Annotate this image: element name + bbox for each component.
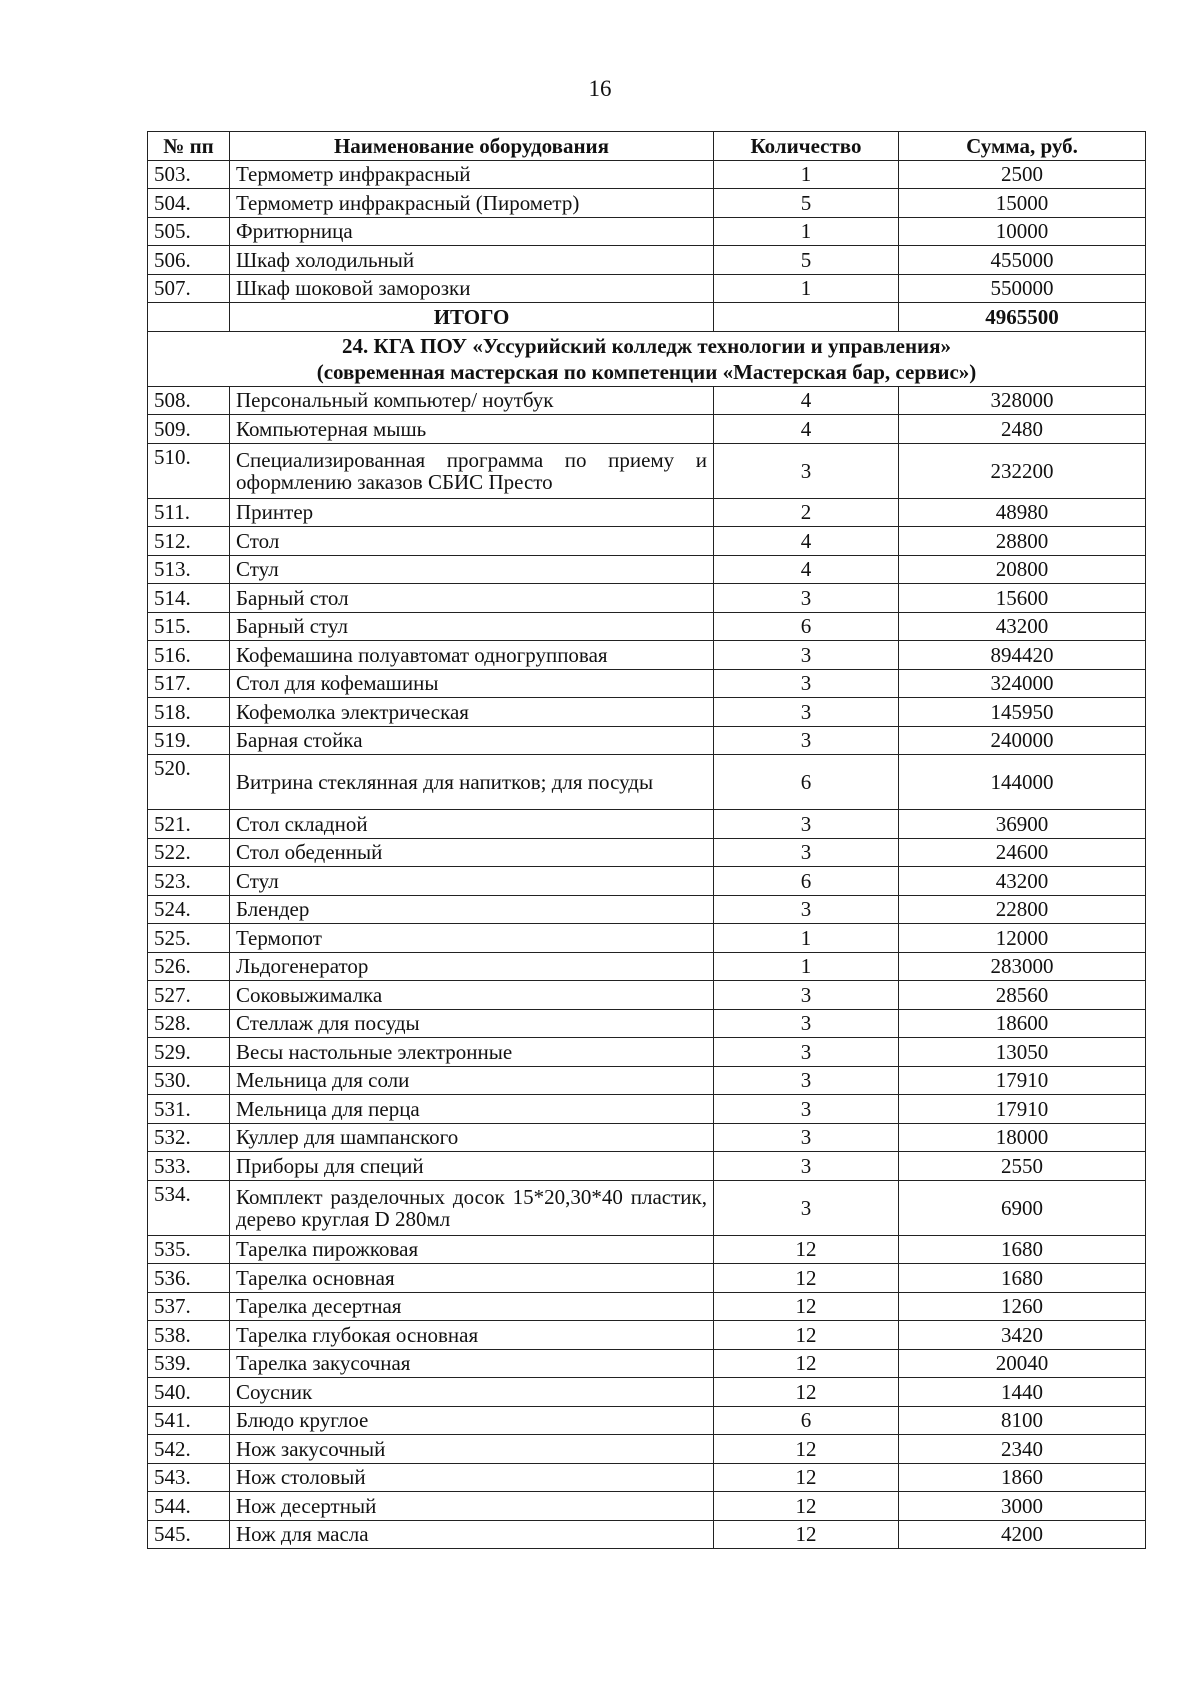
row-sum: 20800 — [899, 555, 1146, 584]
row-number: 538. — [148, 1321, 230, 1350]
row-number: 534. — [148, 1180, 230, 1235]
row-sum: 240000 — [899, 726, 1146, 755]
row-number: 545. — [148, 1520, 230, 1549]
row-sum: 3420 — [899, 1321, 1146, 1350]
row-quantity: 5 — [714, 189, 899, 218]
table-row — [148, 189, 1146, 218]
row-number: 513. — [148, 555, 230, 584]
table-row — [148, 1095, 1146, 1124]
row-sum: 144000 — [899, 755, 1146, 810]
table-row — [148, 246, 1146, 275]
row-sum: 2550 — [899, 1152, 1146, 1181]
row-sum: 894420 — [899, 641, 1146, 670]
row-name: Нож для масла — [230, 1520, 714, 1549]
row-sum: 36900 — [899, 810, 1146, 839]
row-number: 539. — [148, 1349, 230, 1378]
row-sum: 1680 — [899, 1235, 1146, 1264]
row-number: 518. — [148, 698, 230, 727]
table-row — [148, 1264, 1146, 1293]
row-quantity: 1 — [714, 274, 899, 303]
row-number: 511. — [148, 498, 230, 527]
row-quantity: 3 — [714, 1095, 899, 1124]
header-sum: Сумма, руб. — [899, 132, 1146, 161]
row-sum: 10000 — [899, 217, 1146, 246]
row-name: Нож столовый — [230, 1463, 714, 1492]
row-sum: 12000 — [899, 924, 1146, 953]
row-name: Комплект разделочных досок 15*20,30*40 пластик, дерево круглая D 280мл — [230, 1180, 714, 1235]
table-row — [148, 1492, 1146, 1521]
row-name: Льдогенератор — [230, 952, 714, 981]
row-quantity: 3 — [714, 1180, 899, 1235]
header-number: № пп — [148, 132, 230, 161]
row-sum: 43200 — [899, 612, 1146, 641]
row-sum: 18000 — [899, 1123, 1146, 1152]
row-quantity: 12 — [714, 1349, 899, 1378]
header-name: Наименование оборудования — [230, 132, 714, 161]
row-sum: 1440 — [899, 1378, 1146, 1407]
table-row — [148, 698, 1146, 727]
row-sum: 20040 — [899, 1349, 1146, 1378]
row-name: Нож десертный — [230, 1492, 714, 1521]
row-quantity: 3 — [714, 1123, 899, 1152]
table-header-row — [148, 132, 1146, 161]
total-row — [148, 303, 1146, 332]
row-number: 533. — [148, 1152, 230, 1181]
rows-after-section — [148, 386, 1146, 1549]
row-quantity: 12 — [714, 1378, 899, 1407]
table-row — [148, 1463, 1146, 1492]
row-quantity: 4 — [714, 415, 899, 444]
row-sum: 4200 — [899, 1520, 1146, 1549]
rows-before-total — [148, 160, 1146, 303]
row-name: Барный стул — [230, 612, 714, 641]
row-name: Тарелка пирожковая — [230, 1235, 714, 1264]
total-empty-qty — [714, 303, 899, 332]
row-quantity: 3 — [714, 726, 899, 755]
equipment-table — [147, 131, 1146, 1549]
row-number: 509. — [148, 415, 230, 444]
row-quantity: 3 — [714, 895, 899, 924]
row-sum: 28800 — [899, 527, 1146, 556]
row-name: Мельница для соли — [230, 1066, 714, 1095]
row-name: Термопот — [230, 924, 714, 953]
row-name: Фритюрница — [230, 217, 714, 246]
row-number: 541. — [148, 1406, 230, 1435]
table-row — [148, 274, 1146, 303]
row-number: 517. — [148, 669, 230, 698]
row-number: 542. — [148, 1435, 230, 1464]
row-name: Барная стойка — [230, 726, 714, 755]
row-number: 507. — [148, 274, 230, 303]
row-number: 506. — [148, 246, 230, 275]
row-number: 536. — [148, 1264, 230, 1293]
table-row — [148, 755, 1146, 810]
row-quantity: 6 — [714, 612, 899, 641]
table-row — [148, 1152, 1146, 1181]
row-name: Стол складной — [230, 810, 714, 839]
table-row — [148, 584, 1146, 613]
table-row — [148, 612, 1146, 641]
row-quantity: 3 — [714, 1038, 899, 1067]
row-quantity: 2 — [714, 498, 899, 527]
row-quantity: 12 — [714, 1235, 899, 1264]
row-number: 512. — [148, 527, 230, 556]
total-block — [148, 303, 1146, 387]
row-name: Витрина стеклянная для напитков; для посуды — [230, 755, 714, 810]
row-name: Стол для кофемашины — [230, 669, 714, 698]
row-sum: 8100 — [899, 1406, 1146, 1435]
table-row — [148, 641, 1146, 670]
table-row — [148, 838, 1146, 867]
row-sum: 324000 — [899, 669, 1146, 698]
row-number: 544. — [148, 1492, 230, 1521]
row-quantity: 3 — [714, 810, 899, 839]
row-name: Специализированная программа по приему и оформлению заказов СБИС Престо — [230, 443, 714, 498]
row-quantity: 3 — [714, 838, 899, 867]
row-number: 516. — [148, 641, 230, 670]
row-number: 514. — [148, 584, 230, 613]
row-name: Нож закусочный — [230, 1435, 714, 1464]
row-number: 528. — [148, 1009, 230, 1038]
table-row — [148, 981, 1146, 1010]
table-row — [148, 1180, 1146, 1235]
row-quantity: 1 — [714, 924, 899, 953]
row-number: 515. — [148, 612, 230, 641]
row-quantity: 3 — [714, 1066, 899, 1095]
table-row — [148, 924, 1146, 953]
row-name: Стол обеденный — [230, 838, 714, 867]
row-number: 531. — [148, 1095, 230, 1124]
row-sum: 1680 — [899, 1264, 1146, 1293]
row-name: Тарелка основная — [230, 1264, 714, 1293]
row-number: 503. — [148, 160, 230, 189]
row-name: Тарелка глубокая основная — [230, 1321, 714, 1350]
row-number: 524. — [148, 895, 230, 924]
row-quantity: 12 — [714, 1435, 899, 1464]
row-name: Кофемолка электрическая — [230, 698, 714, 727]
row-name: Термометр инфракрасный — [230, 160, 714, 189]
row-sum: 3000 — [899, 1492, 1146, 1521]
row-number: 537. — [148, 1292, 230, 1321]
table-row — [148, 217, 1146, 246]
row-sum: 550000 — [899, 274, 1146, 303]
row-sum: 455000 — [899, 246, 1146, 275]
row-quantity: 1 — [714, 160, 899, 189]
row-quantity: 12 — [714, 1463, 899, 1492]
row-quantity: 3 — [714, 1152, 899, 1181]
row-quantity: 12 — [714, 1321, 899, 1350]
row-quantity: 12 — [714, 1492, 899, 1521]
table-row — [148, 1009, 1146, 1038]
row-sum: 145950 — [899, 698, 1146, 727]
row-name: Соковыжималка — [230, 981, 714, 1010]
table-row — [148, 527, 1146, 556]
section-heading-line2: (современная мастерская по компетенции «Мастерская бар, сервис») — [316, 359, 977, 384]
row-sum: 17910 — [899, 1066, 1146, 1095]
row-quantity: 4 — [714, 527, 899, 556]
row-number: 523. — [148, 867, 230, 896]
table-row — [148, 895, 1146, 924]
table-row — [148, 1435, 1146, 1464]
row-number: 535. — [148, 1235, 230, 1264]
table-row — [148, 555, 1146, 584]
row-quantity: 3 — [714, 584, 899, 613]
row-number: 530. — [148, 1066, 230, 1095]
row-number: 526. — [148, 952, 230, 981]
row-sum: 283000 — [899, 952, 1146, 981]
row-sum: 28560 — [899, 981, 1146, 1010]
row-quantity: 3 — [714, 443, 899, 498]
row-sum: 22800 — [899, 895, 1146, 924]
row-quantity: 12 — [714, 1520, 899, 1549]
row-quantity: 6 — [714, 1406, 899, 1435]
row-number: 510. — [148, 443, 230, 498]
row-name: Кофемашина полуавтомат одногрупповая — [230, 641, 714, 670]
row-sum: 2480 — [899, 415, 1146, 444]
table-row — [148, 867, 1146, 896]
table-row — [148, 810, 1146, 839]
table-row — [148, 669, 1146, 698]
row-number: 505. — [148, 217, 230, 246]
row-name: Стул — [230, 867, 714, 896]
row-quantity: 4 — [714, 386, 899, 415]
row-name: Приборы для специй — [230, 1152, 714, 1181]
row-name: Стул — [230, 555, 714, 584]
section-heading — [148, 331, 1146, 386]
table-row — [148, 1123, 1146, 1152]
row-sum: 48980 — [899, 498, 1146, 527]
row-quantity: 5 — [714, 246, 899, 275]
row-sum: 18600 — [899, 1009, 1146, 1038]
table-row — [148, 952, 1146, 981]
row-quantity: 1 — [714, 952, 899, 981]
table-row — [148, 1349, 1146, 1378]
table-row — [148, 415, 1146, 444]
table-row — [148, 1321, 1146, 1350]
row-sum: 2340 — [899, 1435, 1146, 1464]
row-sum: 2500 — [899, 160, 1146, 189]
table-row — [148, 160, 1146, 189]
row-sum: 232200 — [899, 443, 1146, 498]
table-row — [148, 1520, 1146, 1549]
table-row — [148, 726, 1146, 755]
row-number: 521. — [148, 810, 230, 839]
row-number: 527. — [148, 981, 230, 1010]
total-label: ИТОГО — [230, 303, 714, 332]
row-sum: 13050 — [899, 1038, 1146, 1067]
row-number: 540. — [148, 1378, 230, 1407]
table-row — [148, 1406, 1146, 1435]
row-number: 525. — [148, 924, 230, 953]
row-sum: 24600 — [899, 838, 1146, 867]
row-quantity: 3 — [714, 1009, 899, 1038]
row-number: 508. — [148, 386, 230, 415]
row-quantity: 12 — [714, 1264, 899, 1293]
row-name: Мельница для перца — [230, 1095, 714, 1124]
row-name: Принтер — [230, 498, 714, 527]
table-row — [148, 386, 1146, 415]
row-quantity: 12 — [714, 1292, 899, 1321]
table-row — [148, 1378, 1146, 1407]
row-name: Компьютерная мышь — [230, 415, 714, 444]
row-sum: 328000 — [899, 386, 1146, 415]
row-quantity: 3 — [714, 698, 899, 727]
header-quantity: Количество — [714, 132, 899, 161]
row-name: Блюдо круглое — [230, 1406, 714, 1435]
row-quantity: 6 — [714, 867, 899, 896]
row-quantity: 6 — [714, 755, 899, 810]
table-row — [148, 1066, 1146, 1095]
row-name: Тарелка закусочная — [230, 1349, 714, 1378]
row-name: Шкаф шоковой заморозки — [230, 274, 714, 303]
page-number: 16 — [588, 76, 612, 101]
row-name: Тарелка десертная — [230, 1292, 714, 1321]
row-name: Весы настольные электронные — [230, 1038, 714, 1067]
total-sum: 4965500 — [899, 303, 1146, 332]
row-number: 519. — [148, 726, 230, 755]
table-row — [148, 443, 1146, 498]
row-name: Термометр инфракрасный (Пирометр) — [230, 189, 714, 218]
row-number: 522. — [148, 838, 230, 867]
row-number: 529. — [148, 1038, 230, 1067]
row-name: Барный стол — [230, 584, 714, 613]
row-quantity: 3 — [714, 669, 899, 698]
row-sum: 15600 — [899, 584, 1146, 613]
section-heading-line1: 24. КГА ПОУ «Уссурийский колледж технологии и управления» — [341, 333, 952, 358]
row-quantity: 1 — [714, 217, 899, 246]
section-heading-row — [148, 331, 1146, 386]
row-number: 520. — [148, 755, 230, 810]
row-number: 504. — [148, 189, 230, 218]
row-name: Шкаф холодильный — [230, 246, 714, 275]
row-number: 543. — [148, 1463, 230, 1492]
table-row — [148, 498, 1146, 527]
row-sum: 15000 — [899, 189, 1146, 218]
row-sum: 17910 — [899, 1095, 1146, 1124]
table-row — [148, 1235, 1146, 1264]
row-sum: 43200 — [899, 867, 1146, 896]
row-name: Стеллаж для посуды — [230, 1009, 714, 1038]
row-sum: 1860 — [899, 1463, 1146, 1492]
row-name: Стол — [230, 527, 714, 556]
table-row — [148, 1292, 1146, 1321]
row-sum: 6900 — [899, 1180, 1146, 1235]
table-row — [148, 1038, 1146, 1067]
row-sum: 1260 — [899, 1292, 1146, 1321]
row-name: Блендер — [230, 895, 714, 924]
row-quantity: 3 — [714, 981, 899, 1010]
row-name: Куллер для шампанского — [230, 1123, 714, 1152]
row-quantity: 3 — [714, 641, 899, 670]
row-name: Соусник — [230, 1378, 714, 1407]
total-empty-cell — [148, 303, 230, 332]
row-number: 532. — [148, 1123, 230, 1152]
row-quantity: 4 — [714, 555, 899, 584]
row-name: Персональный компьютер/ ноутбук — [230, 386, 714, 415]
